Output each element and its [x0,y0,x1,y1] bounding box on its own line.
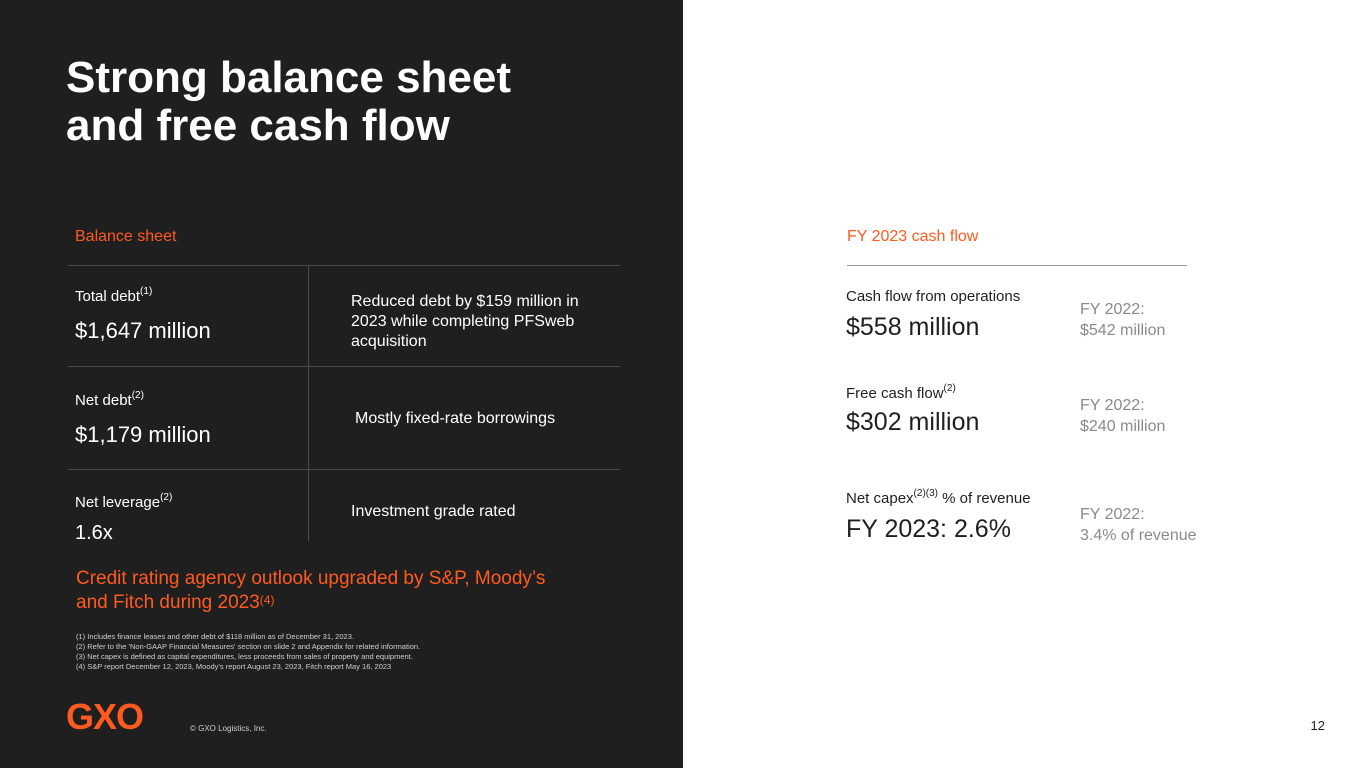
cash-flow-operations-value: $558 million [846,313,980,341]
footnote: (4) S&P report December 12, 2023, Moody's report August 23, 2023, Fitch report May 16, 2023 [76,662,392,671]
total-debt-label: Total debt$^{(1)}$ [75,286,153,305]
column-divider [308,265,309,541]
net-debt-note: Mostly fixed-rate borrowings [355,410,556,427]
cash-flow-operations-prior [1080,299,1165,341]
prior-label: FY 2022: [1080,506,1145,523]
net-leverage-label: Net leverage$^{(2)}$ [75,492,173,511]
gxo-logo [66,697,162,735]
page-number: 12 [1310,718,1325,733]
footnote: (1) Includes finance leases and other debt of $118 million as of December 31, 2023. [76,632,354,641]
divider [847,265,1187,266]
slide-title-line-2: and free cash flow [66,101,450,150]
net-debt-label: Net debt$^{(2)}$ [75,390,144,409]
slide-title-line-1: Strong balance sheet [66,53,512,102]
net-capex-value: FY 2023: 2.6% [846,515,1011,543]
slide-title [66,54,626,150]
prior-label: FY 2022: [1080,301,1145,318]
balance-sheet-heading: Balance sheet [75,228,177,245]
right-panel [683,0,1365,768]
prior-value: $240 million [1080,418,1166,435]
total-debt-note: Reduced debt by $159 million in 2023 while completing PFSweb acquisition [351,293,579,350]
net-capex-prior [1080,504,1197,546]
divider [68,366,620,367]
prior-value: $542 million [1080,322,1166,339]
footnotes [76,632,596,672]
gxo-logo-text: GXO [66,697,144,735]
divider [68,265,620,266]
cash-flow-heading: FY 2023 cash flow [847,228,979,245]
prior-value: 3.4% of revenue [1080,527,1197,544]
net-debt-value: $1,179 million [75,422,211,447]
free-cash-flow-prior [1080,395,1165,437]
net-leverage-value: 1.6x [75,522,113,544]
free-cash-flow-value: $302 million [846,408,980,436]
credit-upgrade-callout: Credit rating agency outlook upgraded by S&P, Moody’s and Fitch during 2023$^{(4)}$ [76,568,546,613]
footnote: (3) Net capex is defined as capital expenditures, less proceeds from sales of property and equipment. [76,652,413,661]
free-cash-flow-label: Free cash flow$^{(2)}$ [846,383,956,402]
net-capex-label: Net capex$^{(2)(3)}$ % of revenue [846,488,1031,507]
total-debt-value: $1,647 million [75,318,211,343]
cash-flow-operations-label: Cash flow from operations [846,288,1021,305]
divider [68,469,620,470]
net-leverage-note: Investment grade rated [351,503,516,520]
prior-label: FY 2022: [1080,397,1145,414]
footnote: (2) Refer to the 'Non-GAAP Financial Measures' section on slide 2 and Appendix for related information. [76,642,421,651]
copyright: © GXO Logistics, Inc. [190,724,267,733]
